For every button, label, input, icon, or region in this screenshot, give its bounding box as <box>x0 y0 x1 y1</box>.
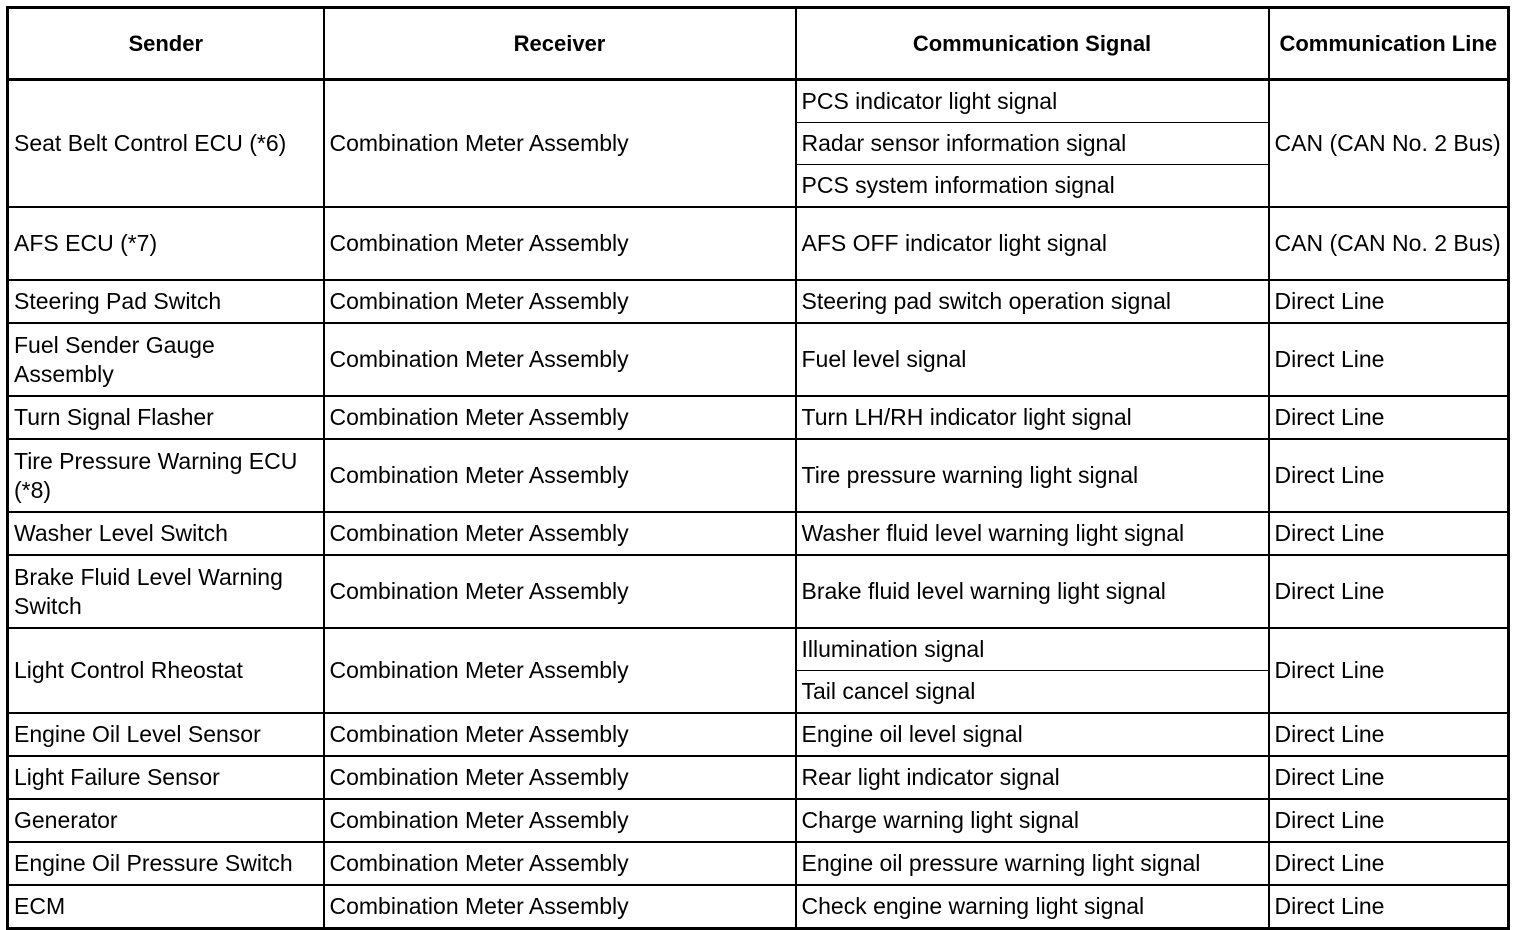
receiver-cell: Combination Meter Assembly <box>324 628 796 713</box>
receiver-cell: Combination Meter Assembly <box>324 555 796 628</box>
table-row <box>8 756 1509 799</box>
receiver-cell: Combination Meter Assembly <box>324 713 796 756</box>
header-line: Communication Line <box>1269 8 1509 80</box>
table-row <box>8 396 1509 439</box>
header-row <box>8 8 1509 80</box>
sender-cell: Brake Fluid Level Warning Switch <box>8 555 324 628</box>
sender-cell: Generator <box>8 799 324 842</box>
table-row <box>8 555 1509 628</box>
table-row <box>8 323 1509 396</box>
sender-cell: Light Failure Sensor <box>8 756 324 799</box>
line-cell: Direct Line <box>1269 280 1509 323</box>
sender-cell: AFS ECU (*7) <box>8 207 324 280</box>
communication-table <box>6 6 1510 930</box>
signal-cell: Brake fluid level warning light signal <box>796 555 1269 628</box>
receiver-cell: Combination Meter Assembly <box>324 323 796 396</box>
signal-cell: Turn LH/RH indicator light signal <box>796 396 1269 439</box>
table-row <box>8 842 1509 885</box>
signal-cell: Washer fluid level warning light signal <box>796 512 1269 555</box>
signal-cell: Tail cancel signal <box>796 671 1269 714</box>
table-row <box>8 80 1509 123</box>
signal-cell: Illumination signal <box>796 628 1269 671</box>
receiver-cell: Combination Meter Assembly <box>324 885 796 929</box>
header-sender: Sender <box>8 8 324 80</box>
table-row <box>8 885 1509 929</box>
sender-cell: Steering Pad Switch <box>8 280 324 323</box>
line-cell: Direct Line <box>1269 628 1509 713</box>
signal-cell: Tire pressure warning light signal <box>796 439 1269 512</box>
line-cell: Direct Line <box>1269 555 1509 628</box>
signal-cell: Engine oil pressure warning light signal <box>796 842 1269 885</box>
sender-cell: Light Control Rheostat <box>8 628 324 713</box>
sender-cell: Tire Pressure Warning ECU (*8) <box>8 439 324 512</box>
line-cell: CAN (CAN No. 2 Bus) <box>1269 80 1509 208</box>
table-row <box>8 799 1509 842</box>
sender-cell: Turn Signal Flasher <box>8 396 324 439</box>
signal-cell: PCS indicator light signal <box>796 80 1269 123</box>
line-cell: Direct Line <box>1269 756 1509 799</box>
signal-cell: Steering pad switch operation signal <box>796 280 1269 323</box>
line-cell: CAN (CAN No. 2 Bus) <box>1269 207 1509 280</box>
line-cell: Direct Line <box>1269 439 1509 512</box>
table-row <box>8 280 1509 323</box>
header-receiver: Receiver <box>324 8 796 80</box>
table-row <box>8 207 1509 280</box>
sender-cell: Seat Belt Control ECU (*6) <box>8 80 324 208</box>
receiver-cell: Combination Meter Assembly <box>324 512 796 555</box>
receiver-cell: Combination Meter Assembly <box>324 799 796 842</box>
sender-cell: Washer Level Switch <box>8 512 324 555</box>
line-cell: Direct Line <box>1269 396 1509 439</box>
receiver-cell: Combination Meter Assembly <box>324 280 796 323</box>
table-row <box>8 512 1509 555</box>
signal-cell: PCS system information signal <box>796 165 1269 208</box>
signal-cell: Engine oil level signal <box>796 713 1269 756</box>
signal-cell: Check engine warning light signal <box>796 885 1269 929</box>
header-signal: Communication Signal <box>796 8 1269 80</box>
receiver-cell: Combination Meter Assembly <box>324 842 796 885</box>
signal-cell: AFS OFF indicator light signal <box>796 207 1269 280</box>
receiver-cell: Combination Meter Assembly <box>324 207 796 280</box>
sender-cell: Engine Oil Pressure Switch <box>8 842 324 885</box>
table-row <box>8 628 1509 671</box>
line-cell: Direct Line <box>1269 885 1509 929</box>
table-row <box>8 713 1509 756</box>
receiver-cell: Combination Meter Assembly <box>324 756 796 799</box>
sender-cell: ECM <box>8 885 324 929</box>
signal-cell: Radar sensor information signal <box>796 123 1269 165</box>
table-row <box>8 439 1509 512</box>
line-cell: Direct Line <box>1269 799 1509 842</box>
line-cell: Direct Line <box>1269 842 1509 885</box>
line-cell: Direct Line <box>1269 323 1509 396</box>
signal-cell: Fuel level signal <box>796 323 1269 396</box>
receiver-cell: Combination Meter Assembly <box>324 439 796 512</box>
sender-cell: Fuel Sender Gauge Assembly <box>8 323 324 396</box>
sender-cell: Engine Oil Level Sensor <box>8 713 324 756</box>
signal-cell: Rear light indicator signal <box>796 756 1269 799</box>
line-cell: Direct Line <box>1269 713 1509 756</box>
line-cell: Direct Line <box>1269 512 1509 555</box>
receiver-cell: Combination Meter Assembly <box>324 396 796 439</box>
signal-cell: Charge warning light signal <box>796 799 1269 842</box>
receiver-cell: Combination Meter Assembly <box>324 80 796 208</box>
